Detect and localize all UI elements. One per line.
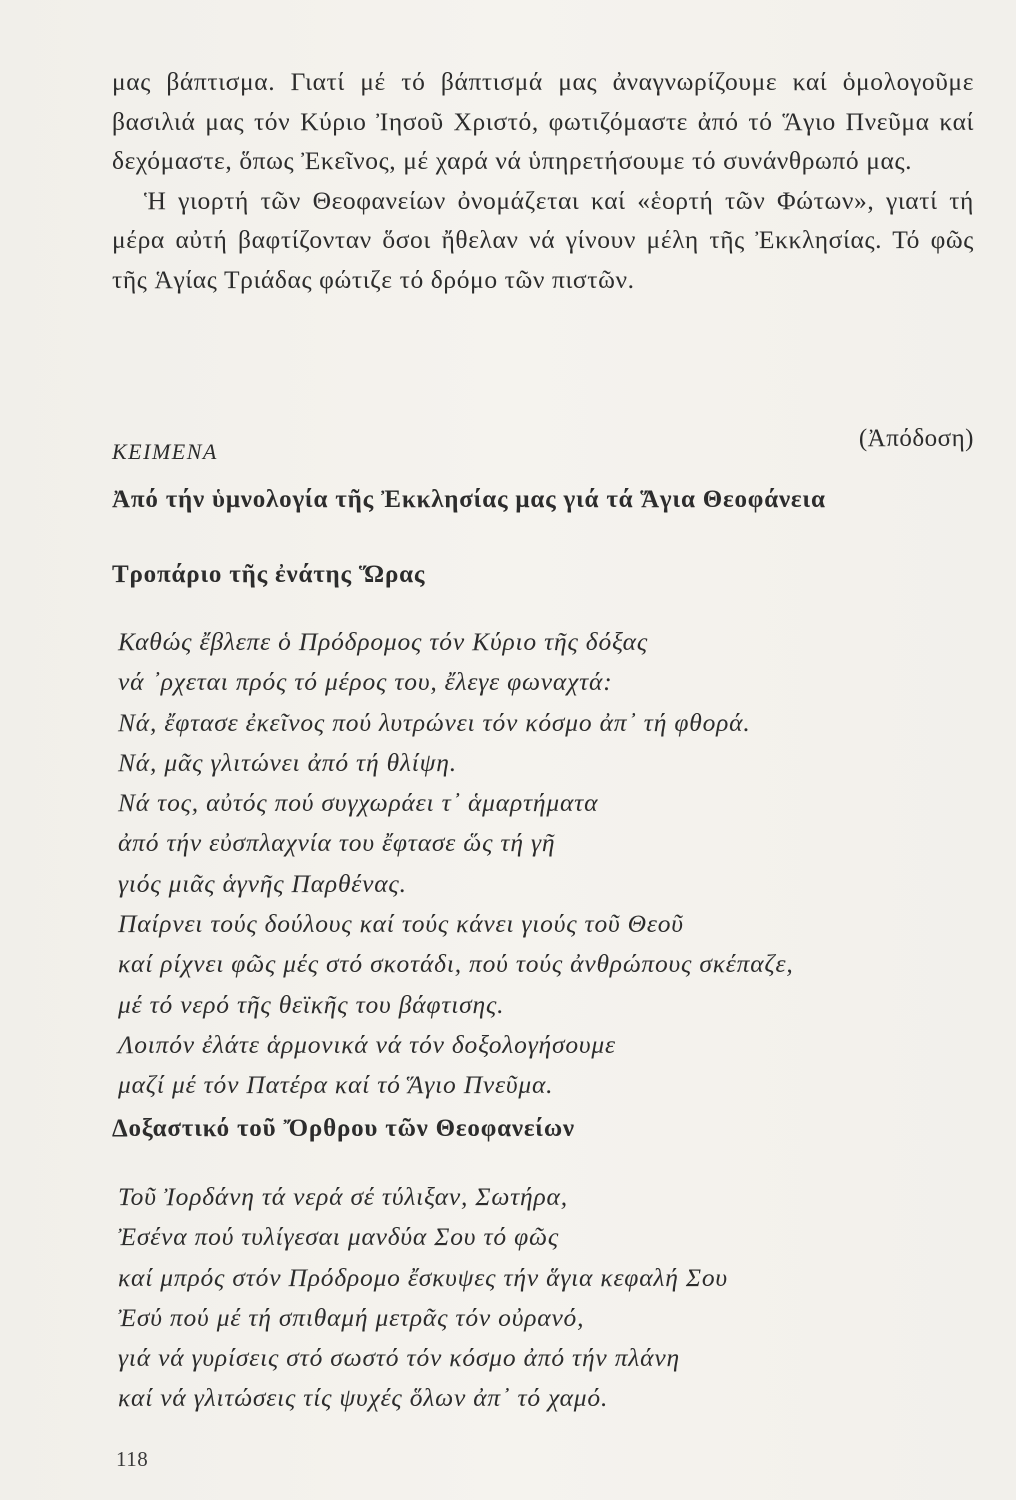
doxastikon-line: Ἐσένα πού τυλίγεσαι μανδύα Σου τό φῶς <box>118 1222 559 1252</box>
page-number: 118 <box>116 1447 149 1471</box>
texts-label: ΚΕΙΜΕΝΑ <box>112 439 218 464</box>
doxastikon-line: γιά νά γυρίσεις στό σωστό τόν κόσμο ἀπό τήν πλάνη <box>118 1343 680 1373</box>
troparion-line: γιός μιᾶς ἁγνῆς Παρθένας. <box>118 868 407 898</box>
troparion-line: Καθώς ἔβλεπε ὁ Πρόδρομος τόν Κύριο τῆς δόξας <box>118 627 648 656</box>
texts-source-note: (Ἀπόδοση) <box>858 425 974 452</box>
paragraph-1: μας βάπτισμα. Γιατί μέ τό βάπτισμά μας ἀναγνωρίζουμε καί ὁμολογοῦμε βασιλιά μας τόν Κύριο Ἰησοῦ Χριστό, φωτιζόμαστε ἀπό τό Ἅγιο Πνεῦμα καί δεχόμαστε, ὅπως Ἐκεῖνος, μέ χαρά νά ὑπηρετήσουμε τό συνάνθρωπό μας. <box>112 67 974 175</box>
texts-section-header <box>112 425 974 464</box>
doxastikon-verse <box>118 1177 728 1419</box>
troparion-line: Παίρνει τούς δούλους καί τούς κάνει γιούς τοῦ Θεοῦ <box>118 909 684 939</box>
troparion-line: καί ρίχνει φῶς μές στό σκοτάδι, πού τούς ἀνθρώπους σκέπαζε, <box>118 949 794 979</box>
troparion-line: νά ᾽ρχεται πρός τό μέρος του, ἔλεγε φωναχτά: <box>118 667 613 697</box>
body-text <box>112 62 974 299</box>
doxastikon-line: καί μπρός στόν Πρόδρομο ἔσκυψες τήν ἅγια κεφαλή Σου <box>118 1262 728 1292</box>
troparion-line: Νά, μᾶς γλιτώνει ἀπό τή θλίψη. <box>118 747 457 777</box>
doxastikon-title: Δοξαστικό τοῦ Ὄρθρου τῶν Θεοφανείων <box>112 1115 575 1142</box>
troparion-line: Νά, ἔφτασε ἐκεῖνος πού λυτρώνει τόν κόσμο ἀπ᾽ τή φθορά. <box>118 707 751 737</box>
troparion-verse <box>118 622 794 1106</box>
doxastikon-line: καί νά γλιτώσεις τίς ψυχές ὅλων ἀπ᾽ τό χαμό. <box>118 1383 609 1413</box>
doxastikon-line: Ἐσύ πού μέ τή σπιθαμή μετρᾶς τόν οὐρανό, <box>118 1302 585 1332</box>
troparion-line: ἀπό τήν εὐσπλαχνία του ἔφτασε ὥς τή γῆ <box>118 828 556 858</box>
section-title: Ἀπό τήν ὑμνολογία τῆς Ἐκκλησίας μας γιά τά Ἅγια Θεοφάνεια <box>112 486 826 513</box>
troparion-line: Νά τος, αὐτός πού συγχωράει τ᾽ ἁμαρτήματα <box>118 788 599 818</box>
troparion-title: Τροπάριο τῆς ἐνάτης Ὥρας <box>112 561 426 588</box>
troparion-line: Λοιπόν ἐλάτε ἁρμονικά νά τόν δοξολογήσουμε <box>118 1029 616 1059</box>
paragraph-2: Ἡ γιορτή τῶν Θεοφανείων ὀνομάζεται καί «ἑορτή τῶν Φώτων», γιατί τή μέρα αὐτή βαφτίζονταν ὅσοι ἤθελαν νά γίνουν μέλη τῆς Ἐκκλησίας. Τό φῶς τῆς Ἁγίας Τριάδας φώτιζε τό δρόμο τῶν πιστῶν. <box>112 185 974 294</box>
doxastikon-line: Τοῦ Ἰορδάνη τά νερά σέ τύλιξαν, Σωτήρα, <box>118 1182 568 1211</box>
troparion-line: μέ τό νερό τῆς θεϊκῆς του βάφτισης. <box>118 989 505 1019</box>
troparion-line: μαζί μέ τόν Πατέρα καί τό Ἅγιο Πνεῦμα. <box>118 1070 554 1100</box>
